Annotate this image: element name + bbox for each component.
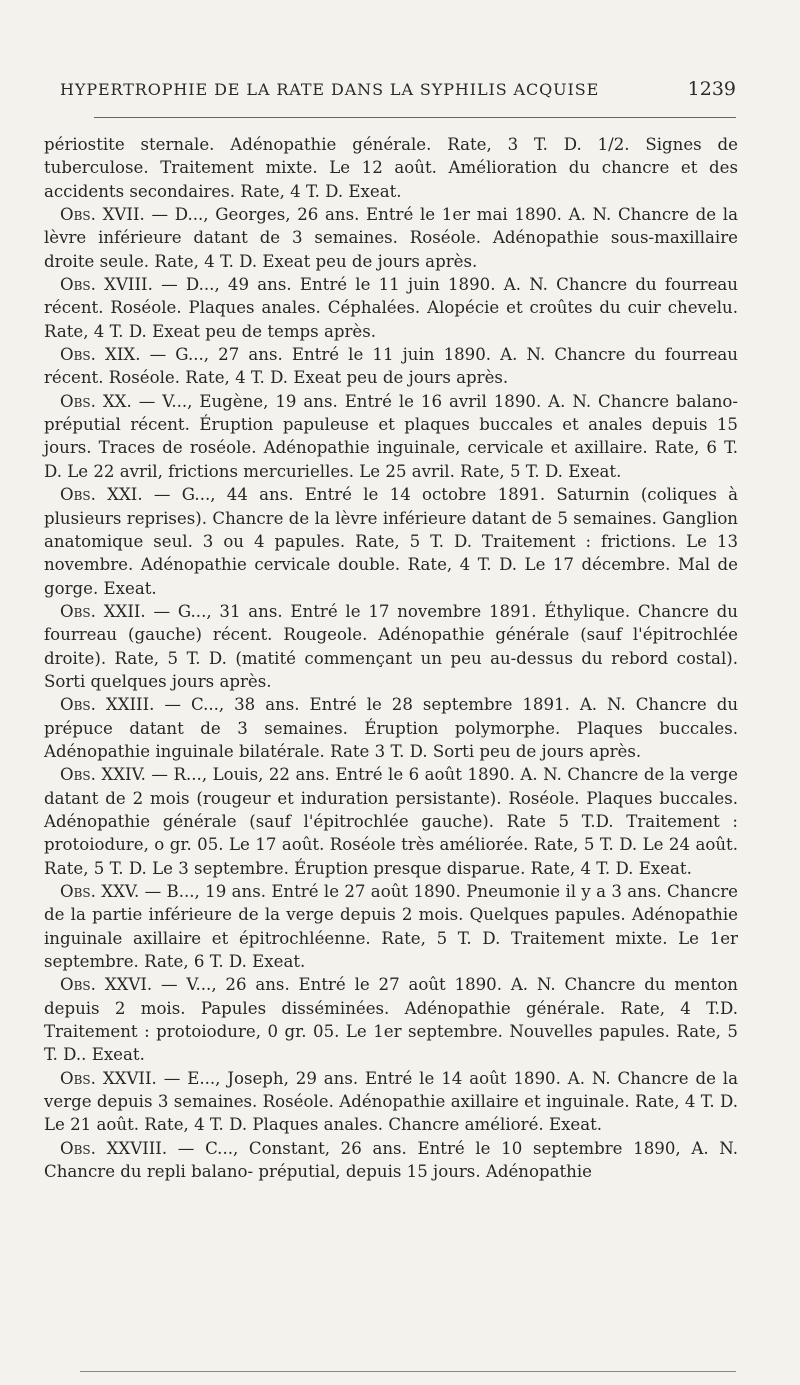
observation-label: Obs. XXIV. — [60, 765, 146, 785]
page-number: 1239 — [687, 78, 736, 100]
observation-text: — V..., 26 ans. Entré le 27 août 1890. A. N. Chancre du menton depuis 2 mois. Papules disséminées. Adénopathie générale. Rate, 4 T.D. Traitement : protoiodure, 0 gr. 05. Le 1er septembre. Nouvelles papules. Rate, 5 T. D.. Exeat. — [44, 975, 738, 1065]
intro-paragraph: périostite sternale. Adénopathie générale. Rate, 3 T. D. 1/2. Signes de tuberculose. Traitement mixte. Le 12 août. Amélioration du chancre et des accidents secondaires. Rate, 4 T. D. Exeat. — [44, 135, 738, 201]
header-rule — [94, 117, 736, 118]
observation-paragraph — [44, 763, 738, 880]
observation-paragraph — [44, 273, 738, 343]
observation-label: Obs. XXVII. — [60, 1068, 157, 1088]
observation-text: — E..., Joseph, 29 ans. Entré le 14 août 1890. A. N. Chancre de la verge depuis 3 semaines. Roséole. Adénopathie axillaire et inguinale. Rate, 4 T. D. Le 21 août. Rate, 4 T. D. Plaques anales. Chancre amélioré. Exeat. — [44, 1068, 738, 1135]
observation-label: Obs. XVIII. — [60, 275, 153, 295]
body-text — [44, 133, 738, 1183]
observation-paragraph — [44, 600, 738, 693]
observation-paragraph — [44, 693, 738, 763]
observation-list — [44, 203, 738, 1183]
observation-paragraph — [44, 1067, 738, 1137]
observation-text: — C..., 38 ans. Entré le 28 septembre 1891. A. N. Chancre du prépuce datant de 3 semaines. Éruption polymorphe. Plaques buccales. Adénopathie inguinale bilatérale. Rate 3 T. D. Sorti peu de jours après. — [44, 695, 739, 761]
observation-text: — G..., 44 ans. Entré le 14 octobre 1891. Saturnin (coliques à plusieurs reprises). Chancre de la lèvre inférieure datant de 5 semaines. Ganglion anatomique seul. 3 ou 4 papules. Rate, 5 T. D. Traitement : frictions. Le 13 novembre. Adénopathie cervicale double. Rate, 4 T. D. Le 17 décembre. Mal de gorge. Exeat. — [44, 485, 739, 598]
observation-label: Obs. XXII. — [60, 601, 146, 621]
observation-paragraph — [44, 343, 738, 390]
running-header — [60, 78, 736, 100]
observation-text: — D..., Georges, 26 ans. Entré le 1er mai 1890. A. N. Chancre de la lèvre inférieure datant de 3 semaines. Roséole. Adénopathie sous-maxillaire droite seule. Rate, 4 T. D. Exeat peu de jours après. — [44, 205, 739, 271]
observation-text: — G..., 31 ans. Entré le 17 novembre 1891. Éthylique. Chancre du fourreau (gauche) récent. Rougeole. Adénopathie générale (sauf l'épitrochlée droite). Rate, 5 T. D. (matité commençant un peu au-dessus du rebord costal). Sorti quelques jours après. — [44, 601, 738, 691]
observation-text: — G..., 27 ans. Entré le 11 juin 1890. A. N. Chancre du fourreau récent. Roséole. Rate, 4 T. D. Exeat peu de jours après. — [44, 345, 738, 388]
footer-rule — [80, 1371, 736, 1372]
observation-paragraph — [44, 1137, 738, 1184]
observation-text: — R..., Louis, 22 ans. Entré le 6 août 1890. A. N. Chancre de la verge datant de 2 mois (rougeur et induration persistante). Roséole. Plaques buccales. Adénopathie générale (sauf l'épitrochlée gauche). Rate 5 T.D. Traitement : protoiodure, o gr. 05. Le 17 août. Roséole très améliorée. Rate, 5 T. D. Le 24 août. Rate, 5 T. D. Le 3 septembre. Éruption presque disparue. Rate, 4 T. D. Exeat. — [44, 765, 738, 878]
observation-label: Obs. XXV. — [60, 882, 140, 901]
document-page — [40, 0, 760, 1385]
observation-text: — C..., Constant, 26 ans. Entré le 10 septembre 1890, A. N. Chancre du repli balano- préputial, depuis 15 jours. Adénopathie — [44, 1138, 738, 1182]
observation-label: Obs. XIX. — [60, 345, 141, 365]
observation-label: Obs. XX. — [60, 391, 132, 411]
observation-paragraph — [44, 483, 738, 600]
observation-text: — D..., 49 ans. Entré le 11 juin 1890. A. N. Chancre du fourreau récent. Roséole. Plaques anales. Céphalées. Alopécie et croûtes du cuir chevelu. Rate, 4 T. D. Exeat peu de temps après. — [44, 275, 738, 341]
observation-text: — B..., 19 ans. Entré le 27 août 1890. Pneumonie il y a 3 ans. Chancre de la partie inférieure de la verge depuis 2 mois. Quelques papules. Adénopathie inguinale axillaire et épitrochléenne. Rate, 5 T. D. Traitement mixte. Le 1er septembre. Rate, 6 T. D. Exeat. — [44, 882, 738, 972]
observation-paragraph — [44, 973, 738, 1066]
observation-label: Obs. XXVIII. — [60, 1138, 168, 1158]
header-title: HYPERTROPHIE DE LA RATE DANS LA SYPHILIS ACQUISE — [60, 80, 600, 99]
observation-label: Obs. XVII. — [60, 205, 145, 225]
observation-label: Obs. XXI. — [60, 485, 143, 505]
observation-paragraph — [44, 390, 738, 483]
observation-label: Obs. XXVI. — [60, 975, 153, 995]
observation-text: — V..., Eugène, 19 ans. Entré le 16 avril 1890. A. N. Chancre balano-préputial récent. Éruption papuleuse et plaques buccales et anales depuis 15 jours. Traces de roséole. Adénopathie inguinale, cervicale et axillaire. Rate, 6 T. D. Le 22 avril, frictions mercurielles. Le 25 avril. Rate, 5 T. D. Exeat. — [44, 391, 738, 481]
observation-label: Obs. XXIII. — [60, 695, 155, 715]
observation-paragraph — [44, 203, 738, 273]
observation-paragraph — [44, 880, 738, 973]
